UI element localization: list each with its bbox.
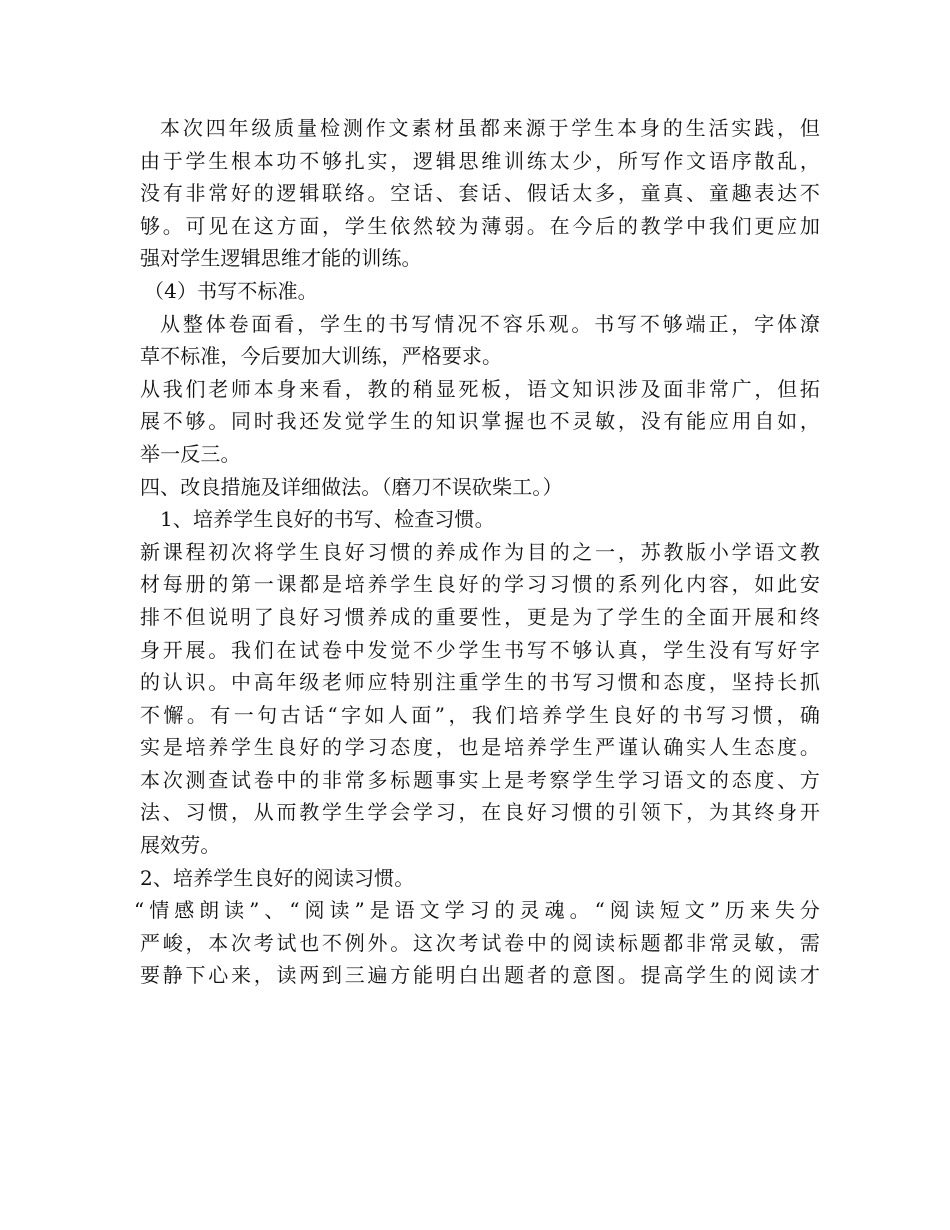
paragraph-line: 要静下心来，读两到三遍方能明白出题者的意图。提高学生的阅读才 (140, 963, 820, 988)
paragraph-line: 严峻，本次考试也不例外。这次考试卷中的阅读标题都非常灵敏，需 (140, 930, 820, 955)
paragraph-line: 排不但说明了良好习惯养成的重要性，更是为了学生的全面开展和终 (140, 604, 820, 629)
paragraph-line: 强对学生逻辑思维才能的训练。 (140, 246, 422, 271)
section-heading: （4）书写不标准。 (144, 278, 318, 303)
section-heading: 四、改良措施及详细做法。（磨刀不误砍柴工。） (140, 474, 563, 499)
paragraph-line: 新课程初次将学生良好习惯的养成作为目的之一，苏教版小学语文教 (140, 539, 820, 564)
subsection-heading: 2、培养学生良好的阅读习惯。 (140, 865, 415, 890)
paragraph-line: 本次四年级质量检测作文素材虽都来源于学生本身的生活实践，但 (160, 116, 820, 140)
paragraph-line: 不懈。有一句古话“字如人面”，我们培养学生良好的书写习惯，确 (140, 702, 820, 727)
paragraph-line: 没有非常好的逻辑联络。空话、套话、假话太多，童真、童趣表达不 (140, 181, 820, 206)
paragraph-line: 从整体卷面看，学生的书写情况不容乐观。书写不够端正，字体潦 (160, 311, 820, 336)
paragraph-line: “情感朗读”、“阅读”是语文学习的灵魂。“阅读短文”历来失分 (134, 898, 820, 923)
paragraph-line: 材每册的第一课都是培养学生良好的学习习惯的系列化内容，如此安 (140, 572, 820, 597)
paragraph-line: 够。可见在这方面，学生依然较为薄弱。在今后的教学中我们更应加 (140, 213, 820, 238)
paragraph-line: 身开展。我们在试卷中发觉不少学生书写不够认真，学生没有写好字 (140, 637, 820, 662)
paragraph-line: 展不够。同时我还发觉学生的知识掌握也不灵敏，没有能应用自如， (140, 409, 820, 434)
subsection-heading: 1、培养学生良好的书写、检查习惯。 (160, 507, 495, 532)
document-body (134, 112, 820, 992)
paragraph-line: 的认识。中高年级老师应特别注重学生的书写习惯和态度，坚持长抓 (140, 670, 820, 695)
paragraph-line: 从我们老师本身来看，教的稍显死板，语文知识涉及面非常广，但拓 (140, 376, 820, 401)
paragraph-line: 由于学生根本功不够扎实，逻辑思维训练太少，所写作文语序散乱， (140, 148, 820, 173)
paragraph-line: 本次测查试卷中的非常多标题事实上是考察学生学习语文的态度、方 (140, 767, 820, 792)
paragraph-line: 草不标准，今后要加大训练，严格要求。 (140, 344, 503, 369)
paragraph-line: 实是培养学生良好的学习态度，也是培养学生严谨认确实人生态度。 (140, 735, 820, 760)
paragraph-line: 法、习惯，从而教学生学会学习，在良好习惯的引领下，为其终身开 (140, 800, 820, 825)
paragraph-line: 展效劳。 (140, 833, 221, 858)
paragraph-line: 举一反三。 (140, 441, 241, 466)
